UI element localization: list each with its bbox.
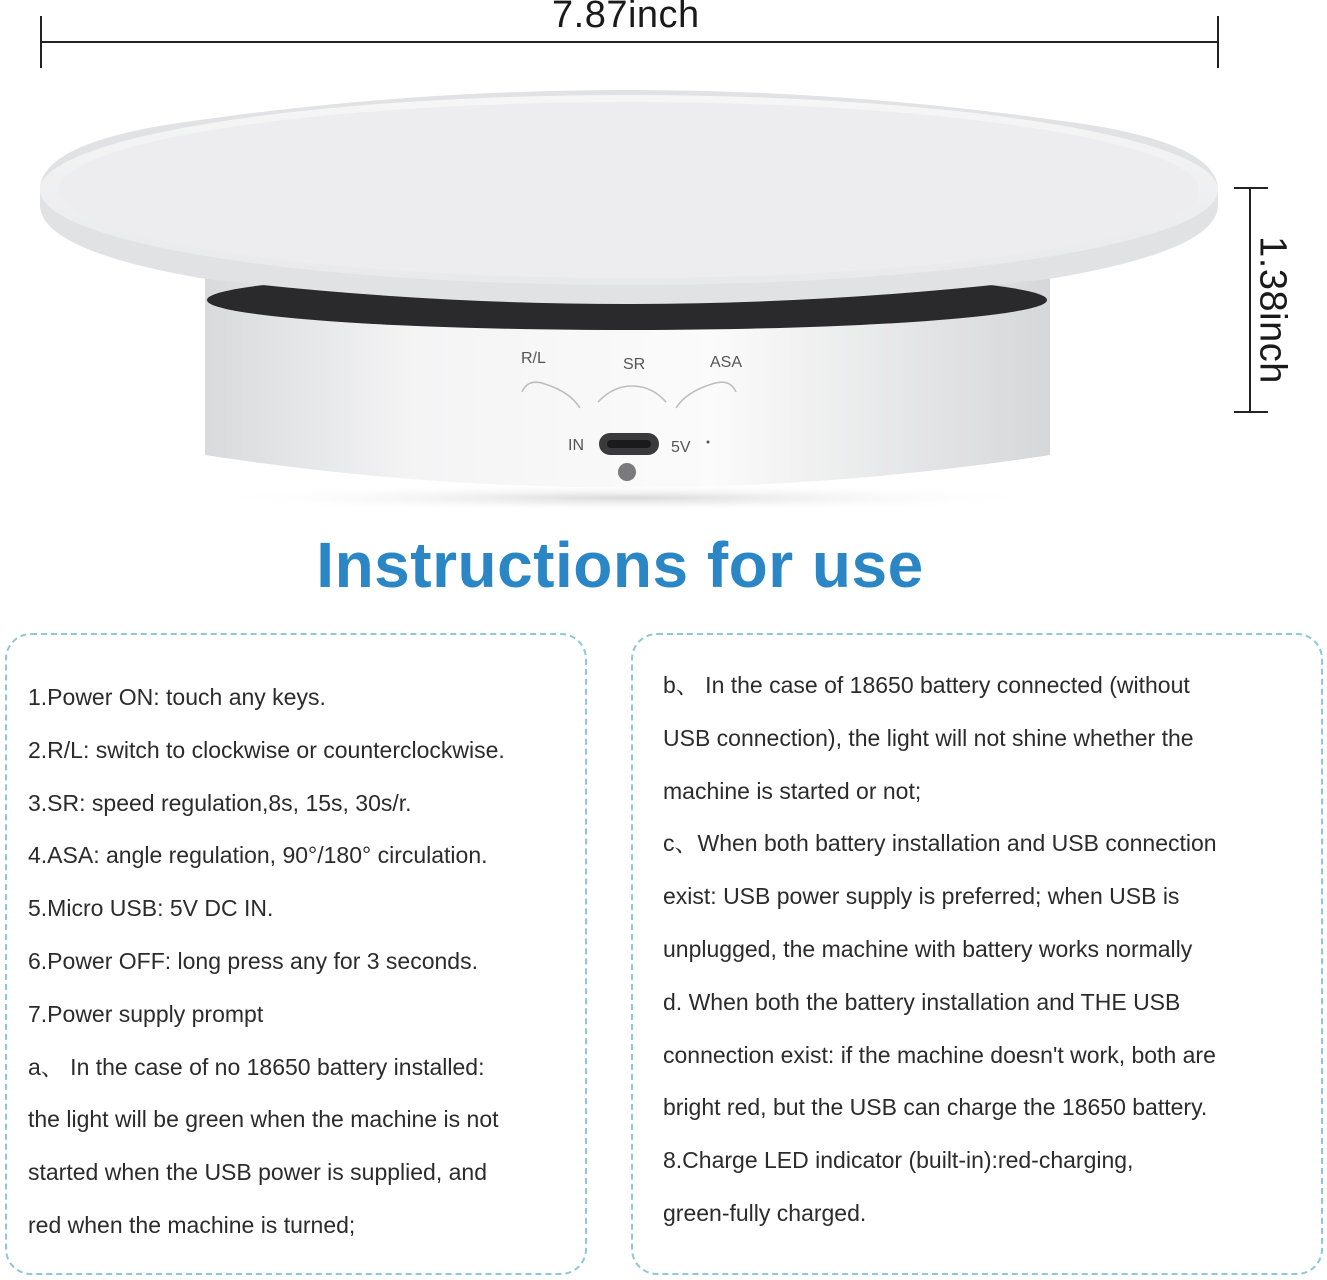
instruction-line: the light will be green when the machine is not <box>28 1106 499 1133</box>
height-dimension-label: 1.38inch <box>1251 236 1294 384</box>
instructions-panel-right <box>631 633 1323 1275</box>
port-voltage-label: 5V <box>671 439 691 456</box>
instruction-line: 7.Power supply prompt <box>28 1000 264 1027</box>
instruction-line: 2.R/L: switch to clockwise or counterclockwise. <box>28 736 505 763</box>
turntable-top-plate <box>40 90 1218 304</box>
width-dimension-label: 7.87inch <box>552 0 700 36</box>
instruction-line: bright red, but the USB can charge the 18650 battery. <box>663 1094 1208 1121</box>
instruction-line: started when the USB power is supplied, and <box>28 1159 487 1186</box>
rl-key-label: R/L <box>521 350 546 367</box>
instruction-line: 5.Micro USB: 5V DC IN. <box>28 895 274 922</box>
instruction-line: machine is started or not; <box>663 777 922 804</box>
instructions-panel-left <box>5 633 587 1275</box>
instruction-line: exist: USB power supply is preferred; when USB is <box>663 883 1180 910</box>
page-title: Instructions for use <box>316 529 924 601</box>
instruction-line: 8.Charge LED indicator (built-in):red-charging, <box>663 1147 1134 1174</box>
usb-c-port <box>599 433 659 455</box>
instruction-line: a、 In the case of no 18650 battery installed: <box>28 1053 485 1080</box>
instruction-line: connection exist: if the machine doesn't work, both are <box>663 1041 1216 1068</box>
instruction-line: green-fully charged. <box>663 1199 867 1226</box>
sr-key-label: SR <box>623 356 646 373</box>
instruction-line: 4.ASA: angle regulation, 90°/180° circulation. <box>28 842 488 869</box>
turntable-illustration <box>0 0 1327 520</box>
instruction-line: c、When both battery installation and USB connection <box>663 830 1217 857</box>
port-in-label: IN <box>568 437 584 454</box>
instruction-line: 1.Power ON: touch any keys. <box>28 684 326 710</box>
instruction-line: red when the machine is turned; <box>28 1211 356 1238</box>
instruction-line: unplugged, the machine with battery works normally <box>663 935 1193 962</box>
instruction-line: 3.SR: speed regulation,8s, 15s, 30s/r. <box>28 789 412 816</box>
instruction-line: d. When both the battery installation and THE USB <box>663 988 1181 1015</box>
led-indicator-icon <box>618 463 636 481</box>
instruction-line: USB connection), the light will not shine whether the <box>663 724 1194 751</box>
instruction-line: b、 In the case of 18650 battery connected (without <box>663 672 1190 698</box>
asa-key-label: ASA <box>710 354 743 371</box>
instruction-line: 6.Power OFF: long press any for 3 seconds. <box>28 947 478 974</box>
